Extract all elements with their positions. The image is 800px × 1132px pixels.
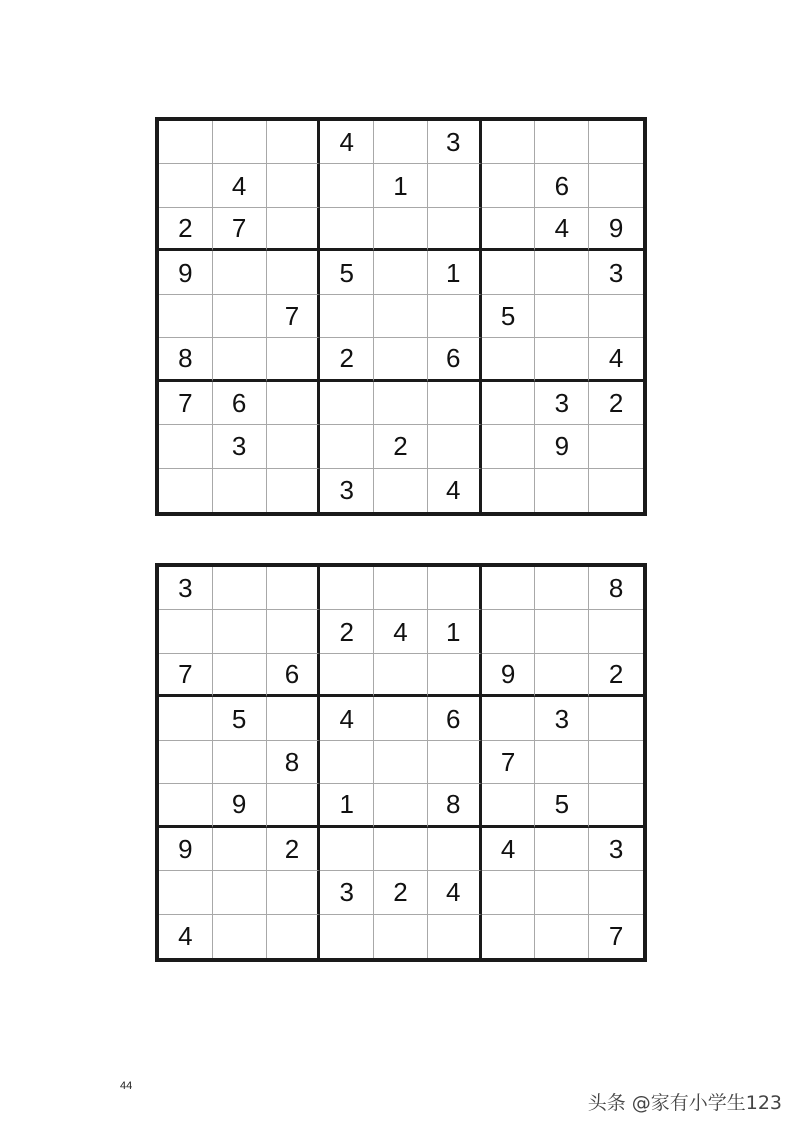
sudoku-cell[interactable] [535,828,589,871]
sudoku-cell[interactable] [482,469,536,512]
sudoku-cell[interactable]: 4 [213,164,267,207]
sudoku-cell[interactable]: 7 [267,295,321,338]
sudoku-cell[interactable]: 4 [428,469,482,512]
sudoku-cell[interactable] [374,251,428,294]
sudoku-cell[interactable] [428,164,482,207]
sudoku-cell[interactable] [159,164,213,207]
sudoku-cell[interactable]: 4 [482,828,536,871]
sudoku-cell[interactable] [374,697,428,740]
sudoku-cell[interactable] [589,469,643,512]
sudoku-cell[interactable]: 5 [535,784,589,827]
sudoku-cell[interactable] [213,121,267,164]
sudoku-cell[interactable] [589,295,643,338]
sudoku-cell[interactable] [374,382,428,425]
sudoku-cell[interactable] [267,251,321,294]
sudoku-cell[interactable] [159,425,213,468]
sudoku-cell[interactable] [213,469,267,512]
sudoku-cell[interactable] [320,164,374,207]
sudoku-cell[interactable] [374,208,428,251]
sudoku-cell[interactable] [482,915,536,958]
sudoku-cell[interactable] [267,697,321,740]
sudoku-cell[interactable] [482,121,536,164]
sudoku-cell[interactable] [374,567,428,610]
sudoku-cell[interactable]: 1 [428,251,482,294]
sudoku-cell[interactable] [267,784,321,827]
sudoku-cell[interactable]: 9 [159,251,213,294]
sudoku-cell[interactable]: 7 [159,654,213,697]
sudoku-cell[interactable]: 2 [159,208,213,251]
sudoku-cell[interactable] [482,251,536,294]
sudoku-cell[interactable] [535,654,589,697]
sudoku-cell[interactable]: 8 [428,784,482,827]
sudoku-cell[interactable]: 3 [428,121,482,164]
sudoku-cell[interactable] [320,915,374,958]
sudoku-cell[interactable]: 4 [589,338,643,381]
sudoku-cell[interactable]: 2 [374,871,428,914]
sudoku-cell[interactable]: 3 [535,697,589,740]
sudoku-cell[interactable] [589,871,643,914]
sudoku-cell[interactable] [589,784,643,827]
sudoku-cell[interactable] [267,382,321,425]
sudoku-cell[interactable] [428,295,482,338]
sudoku-cell[interactable] [482,338,536,381]
sudoku-cell[interactable] [320,828,374,871]
sudoku-grid-2 [155,563,647,962]
sudoku-cell[interactable]: 4 [320,697,374,740]
sudoku-cell[interactable] [374,295,428,338]
sudoku-cell[interactable] [535,610,589,653]
sudoku-cell[interactable]: 2 [374,425,428,468]
sudoku-cell[interactable]: 1 [374,164,428,207]
sudoku-cell[interactable] [535,741,589,784]
sudoku-cell[interactable]: 4 [159,915,213,958]
sudoku-cell[interactable] [535,915,589,958]
sudoku-cell[interactable] [159,784,213,827]
sudoku-cell[interactable] [482,164,536,207]
sudoku-cell[interactable] [482,382,536,425]
sudoku-cell[interactable]: 6 [428,338,482,381]
sudoku-cell[interactable] [589,610,643,653]
sudoku-cell[interactable]: 8 [589,567,643,610]
sudoku-cell[interactable] [267,208,321,251]
sudoku-cell[interactable] [213,654,267,697]
sudoku-cell[interactable] [267,425,321,468]
sudoku-cell[interactable]: 7 [159,382,213,425]
sudoku-cell[interactable]: 3 [589,251,643,294]
sudoku-cell[interactable] [320,741,374,784]
sudoku-cell[interactable] [267,121,321,164]
sudoku-cell[interactable] [159,469,213,512]
sudoku-cell[interactable] [589,425,643,468]
sudoku-cell[interactable]: 5 [320,251,374,294]
sudoku-cell[interactable] [589,741,643,784]
sudoku-cell[interactable]: 7 [608,921,624,952]
sudoku-cell[interactable] [159,697,213,740]
sudoku-cell[interactable] [428,567,482,610]
sudoku-cell[interactable] [535,567,589,610]
sudoku-cell[interactable]: 7 [213,208,267,251]
sudoku-cell[interactable] [159,121,213,164]
sudoku-cell[interactable]: 8 [267,741,321,784]
sudoku-cell[interactable] [159,610,213,653]
sudoku-cell[interactable]: 2 [320,610,374,653]
sudoku-cell[interactable] [320,425,374,468]
sudoku-cell[interactable] [213,915,267,958]
sudoku-cell[interactable] [213,338,267,381]
sudoku-cell[interactable] [535,338,589,381]
page-number: 44 [120,1080,133,1092]
sudoku-cell[interactable] [320,295,374,338]
sudoku-cell[interactable]: 4 [428,871,482,914]
sudoku-cell[interactable] [428,654,482,697]
sudoku-cell[interactable] [320,208,374,251]
sudoku-cell[interactable] [482,610,536,653]
sudoku-grid-1 [155,117,647,516]
sudoku-cell[interactable] [428,382,482,425]
sudoku-cell[interactable]: 9 [159,828,213,871]
sudoku-cell[interactable] [267,915,321,958]
sudoku-cell[interactable]: 4 [320,121,374,164]
sudoku-cell[interactable]: 2 [267,828,321,871]
sudoku-cell[interactable] [213,567,267,610]
sudoku-cell[interactable] [374,654,428,697]
sudoku-cell[interactable] [267,871,321,914]
sudoku-cell[interactable] [374,915,428,958]
sudoku-cell[interactable] [213,610,267,653]
sudoku-cell[interactable]: 5 [482,295,536,338]
sudoku-cell[interactable]: 6 [535,164,589,207]
sudoku-cell[interactable] [374,741,428,784]
sudoku-cell[interactable] [535,871,589,914]
sudoku-cell[interactable]: 3 [589,828,643,871]
sudoku-cell[interactable]: 6 [213,382,267,425]
sudoku-cell[interactable] [320,567,374,610]
sudoku-cell[interactable] [482,567,536,610]
sudoku-cell[interactable] [213,828,267,871]
sudoku-cell[interactable]: 4 [374,610,428,653]
sudoku-cell[interactable]: 2 [589,382,643,425]
sudoku-cell[interactable] [589,164,643,207]
sudoku-cell[interactable] [482,697,536,740]
sudoku-cell[interactable] [428,828,482,871]
sudoku-cell[interactable] [589,121,643,164]
sudoku-cell[interactable] [535,469,589,512]
sudoku-cell[interactable] [213,741,267,784]
sudoku-cell[interactable] [589,697,643,740]
sudoku-cell[interactable]: 8 [159,338,213,381]
sudoku-cell[interactable] [535,295,589,338]
sudoku-cell[interactable] [428,741,482,784]
sudoku-cell[interactable] [213,295,267,338]
sudoku-cell[interactable]: 4 [535,208,589,251]
sudoku-cell[interactable] [267,338,321,381]
sudoku-cell[interactable]: 6 [428,697,482,740]
sudoku-cell[interactable] [159,871,213,914]
sudoku-cell[interactable]: 2 [320,338,374,381]
sudoku-cell[interactable]: 3 [320,871,374,914]
sudoku-cell[interactable] [267,610,321,653]
sudoku-cell[interactable] [374,469,428,512]
sudoku-cell[interactable] [267,567,321,610]
sudoku-cell[interactable] [159,741,213,784]
sudoku-cell[interactable]: 3 [535,382,589,425]
sudoku-cell[interactable]: 3 [320,469,374,512]
sudoku-cell[interactable] [482,208,536,251]
sudoku-cell[interactable]: 2 [589,654,643,697]
sudoku-cell[interactable]: 5 [213,697,267,740]
sudoku-cell[interactable] [535,251,589,294]
sudoku-cell[interactable]: 9 [535,425,589,468]
sudoku-cell[interactable] [213,871,267,914]
sudoku-cell[interactable]: 1 [428,610,482,653]
sudoku-cell[interactable]: 9 [589,208,643,251]
sudoku-cell[interactable]: 6 [267,654,321,697]
sudoku-cell[interactable] [374,828,428,871]
sudoku-cell[interactable] [267,164,321,207]
sudoku-cell[interactable] [374,338,428,381]
sudoku-cell[interactable] [428,425,482,468]
watermark-text: 头条 @家有小学生123 [587,1092,782,1114]
sudoku-cell[interactable]: 3 [159,567,213,610]
sudoku-cell[interactable]: 9 [213,784,267,827]
sudoku-cell[interactable] [159,295,213,338]
sudoku-cell[interactable] [213,251,267,294]
sudoku-cell[interactable] [482,784,536,827]
sudoku-cell[interactable] [428,915,482,958]
sudoku-cell[interactable] [428,208,482,251]
sudoku-cell[interactable]: 7 [482,741,536,784]
sudoku-cell[interactable]: 9 [482,654,536,697]
sudoku-cell[interactable] [374,784,428,827]
sudoku-cell[interactable] [267,469,321,512]
sudoku-cell[interactable] [482,871,536,914]
sudoku-cell[interactable] [482,425,536,468]
sudoku-cell[interactable] [535,121,589,164]
sudoku-cell[interactable] [320,654,374,697]
sudoku-cell[interactable]: 3 [213,425,267,468]
sudoku-cell[interactable] [374,121,428,164]
sudoku-cell[interactable] [320,382,374,425]
sudoku-cell[interactable]: 1 [320,784,374,827]
